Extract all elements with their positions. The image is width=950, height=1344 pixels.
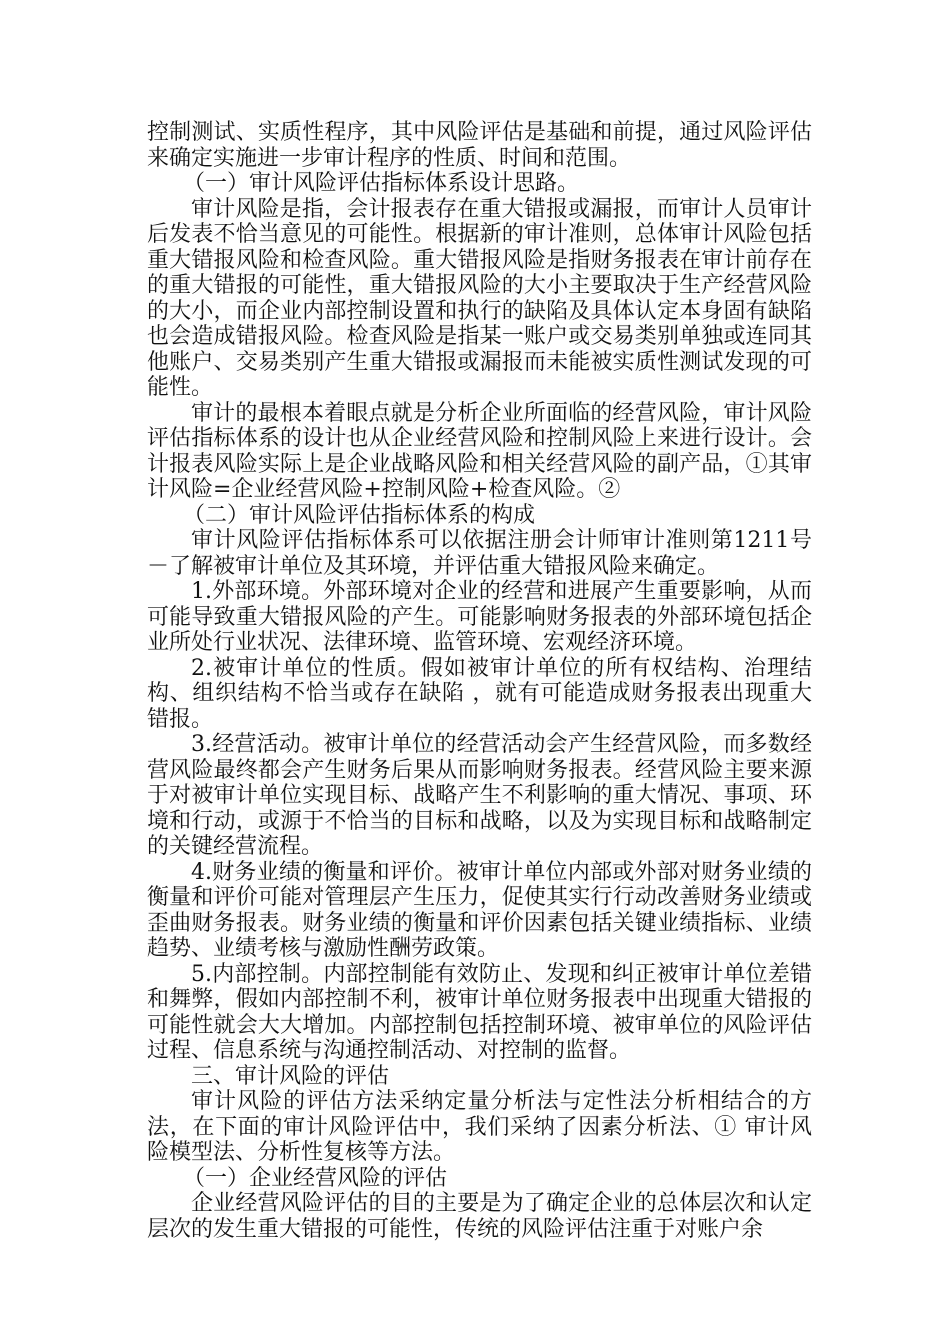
paragraph-audit-risk-definition: 审计风险是指，会计报表存在重大错报或漏报，而审计人员审计后发表不恰当意见的可能性。根据新的审计准则，总体审计风险包括重大错报风险和检查风险。重大错报风险是指财务报表在审计前存在的重大错报的可能性，重大错报风险的大小主要取决于生产经营风险的大小，而企业内部控制设置和执行的缺陷及具体认定本身固有缺陷也会造成错报风险。检查风险是指某一账户或交易类别单独或连同其他账户、交易类别产生重大错报或漏报而未能被实质性测试发现的可能性。 bbox=[147, 196, 812, 400]
paragraph-standard-basis: 审计风险评估指标体系可以依据注册会计师审计准则第1211号－了解被审计单位及其环境，并评估重大错报风险来确定。 bbox=[147, 528, 812, 579]
paragraph-financial-performance: 4.财务业绩的衡量和评价。被审计单位内部或外部对财务业绩的衡量和评价可能对管理层产生压力，促使其实行行动改善财务业绩或歪曲财务报表。财务业绩的衡量和评价因素包括关键业绩指标、业绩趋势、业绩考核与激励性酬劳政策。 bbox=[147, 859, 812, 961]
subheading-design-approach: （一）审计风险评估指标体系设计思路。 bbox=[183, 171, 580, 196]
section-heading-risk-assessment: 三、审计风险的评估 bbox=[191, 1063, 390, 1089]
paragraph-intro-continuation: 控制测试、实质性程序，其中风险评估是基础和前提，通过风险评估来确定实施进一步审计程序的性质、时间和范围。 bbox=[147, 120, 812, 171]
subheading-system-composition: （二）审计风险评估指标体系的构成 bbox=[183, 502, 536, 528]
paragraph-assessment-methods: 审计风险的评估方法采纳定量分析法与定性法分析相结合的方法，在下面的审计风险评估中，我们采纳了因素分析法、① 审计风险模型法、分析性复核等方法。 bbox=[147, 1089, 812, 1165]
paragraph-audit-focus: 审计的最根本着眼点就是分析企业所面临的经营风险，审计风险评估指标体系的设计也从企业经营风险和控制风险上来进行设计。会计报表风险实际上是企业战略风险和相关经营风险的副产品，①其审计风险=企业经营风险+控制风险+检查风险。② bbox=[147, 400, 812, 502]
document-page bbox=[147, 120, 812, 1242]
subheading-business-risk-assessment: （一）企业经营风险的评估 bbox=[183, 1165, 448, 1191]
paragraph-business-risk-purpose: 企业经营风险评估的目的主要是为了确定企业的总体层次和认定层次的发生重大错报的可能性，传统的风险评估注重于对账户余 bbox=[147, 1191, 812, 1242]
paragraph-external-environment: 1.外部环境。外部环境对企业的经营和进展产生重要影响，从而可能导致重大错报风险的产生。可能影响财务报表的外部环境包括企业所处行业状况、法律环境、监管环境、宏观经济环境。 bbox=[147, 579, 812, 655]
paragraph-entity-nature: 2.被审计单位的性质。假如被审计单位的所有权结构、治理结构、组织结构不恰当或存在缺陷 ，就有可能造成财务报表出现重大错报。 bbox=[147, 655, 812, 732]
paragraph-operating-activities: 3.经营活动。被审计单位的经营活动会产生经营风险，而多数经营风险最终都会产生财务后果从而影响财务报表。经营风险主要来源于对被审计单位实现目标、战略产生不利影响的重大情况、事项、环境和行动，或源于不恰当的目标和战略，以及为实现目标和战略制定的关键经营流程。 bbox=[147, 732, 812, 859]
paragraph-internal-control: 5.内部控制。内部控制能有效防止、发现和纠正被审计单位差错和舞弊，假如内部控制不利，被审计单位财务报表中出现重大错报的可能性就会大大增加。内部控制包括控制环境、被审单位的风险评估过程、信息系统与沟通控制活动、对控制的监督。 bbox=[147, 961, 812, 1063]
